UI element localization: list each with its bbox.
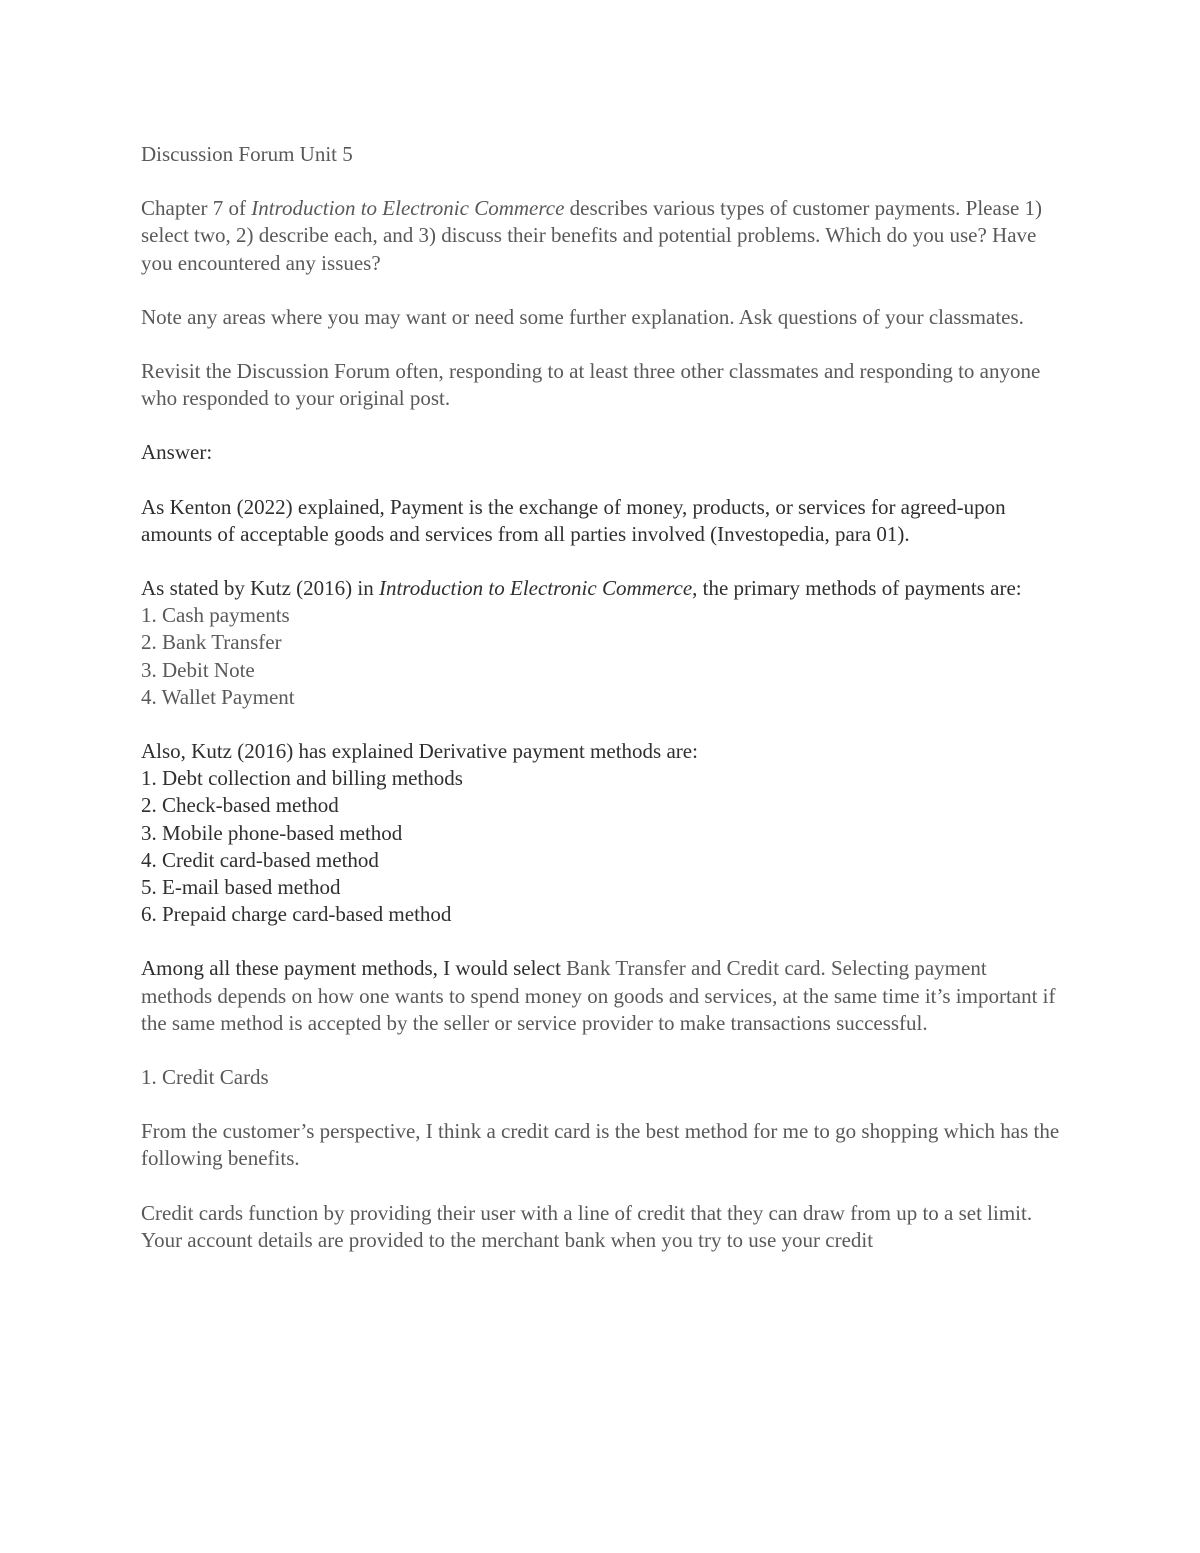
list-item: 4. Credit card-based method bbox=[141, 847, 379, 872]
prompt-paragraph bbox=[141, 195, 1061, 277]
list-item: 5. E-mail based method bbox=[141, 875, 341, 900]
selection-paragraph bbox=[141, 955, 1061, 1037]
primary-lead-start: As stated by Kutz (2016) in bbox=[141, 576, 379, 601]
credit-function-paragraph: Credit cards function by providing their user with a line of credit that they can draw from up to a set limit. Your account details are provided to the merchant bank when you try to use your credit bbox=[141, 1200, 1033, 1252]
kenton-paragraph: As Kenton (2022) explained, Payment is the exchange of money, products, or services for agreed-upon amounts of acceptable goods and services from all parties involved (Investopedia, para 01). bbox=[141, 494, 1006, 546]
document-body bbox=[141, 141, 1061, 1281]
derivative-methods bbox=[141, 738, 1061, 928]
prompt-text-start: Chapter 7 of bbox=[141, 196, 252, 221]
note-paragraph: Note any areas where you may want or need some further explanation. Ask questions of your classmates. bbox=[141, 304, 1024, 329]
list-item: 1. Cash payments bbox=[141, 603, 290, 628]
customer-perspective-paragraph: From the customer’s perspective, I think a credit card is the best method for me to go shopping which has the following benefits. bbox=[141, 1119, 1060, 1171]
list-item: 2. Check-based method bbox=[141, 793, 339, 818]
selection-text-start: Among all these payment methods, I would select bbox=[141, 956, 561, 981]
list-item: 2. Bank Transfer bbox=[141, 630, 282, 655]
prompt-book-title: Introduction to Electronic Commerce bbox=[251, 196, 565, 221]
selection-text-end: Bank Transfer and Credit card. Selecting payment methods depends on how one wants to spend money on goods and services, at the same time it’s important if the same method is accepted by the seller or service provider to make transactions successful. bbox=[141, 956, 1056, 1035]
list-item: 3. Debit Note bbox=[141, 657, 255, 682]
derivative-methods-lead: Also, Kutz (2016) has explained Derivative payment methods are: bbox=[141, 739, 698, 764]
revisit-paragraph: Revisit the Discussion Forum often, responding to at least three other classmates and responding to anyone who responded to your original post. bbox=[141, 359, 1041, 411]
primary-methods-lead bbox=[141, 575, 1061, 602]
list-item: 6. Prepaid charge card-based method bbox=[141, 902, 452, 927]
credit-cards-heading: 1. Credit Cards bbox=[141, 1065, 269, 1090]
primary-lead-end: , the primary methods of payments are: bbox=[692, 576, 1022, 601]
list-item: 4. Wallet Payment bbox=[141, 684, 295, 709]
prompt-text-end: describes various types of customer payments. Please 1) select two, 2) describe each, and 3) discuss their benefits and potential problems. Which do you use? Have you encountered any issues? bbox=[141, 196, 1043, 275]
primary-lead-book-title: Introduction to Electronic Commerce bbox=[378, 576, 693, 601]
list-item: 1. Debt collection and billing methods bbox=[141, 766, 463, 791]
list-item: 3. Mobile phone-based method bbox=[141, 820, 403, 845]
answer-label: Answer: bbox=[141, 440, 213, 465]
primary-methods bbox=[141, 575, 1061, 711]
document-title: Discussion Forum Unit 5 bbox=[141, 142, 353, 166]
